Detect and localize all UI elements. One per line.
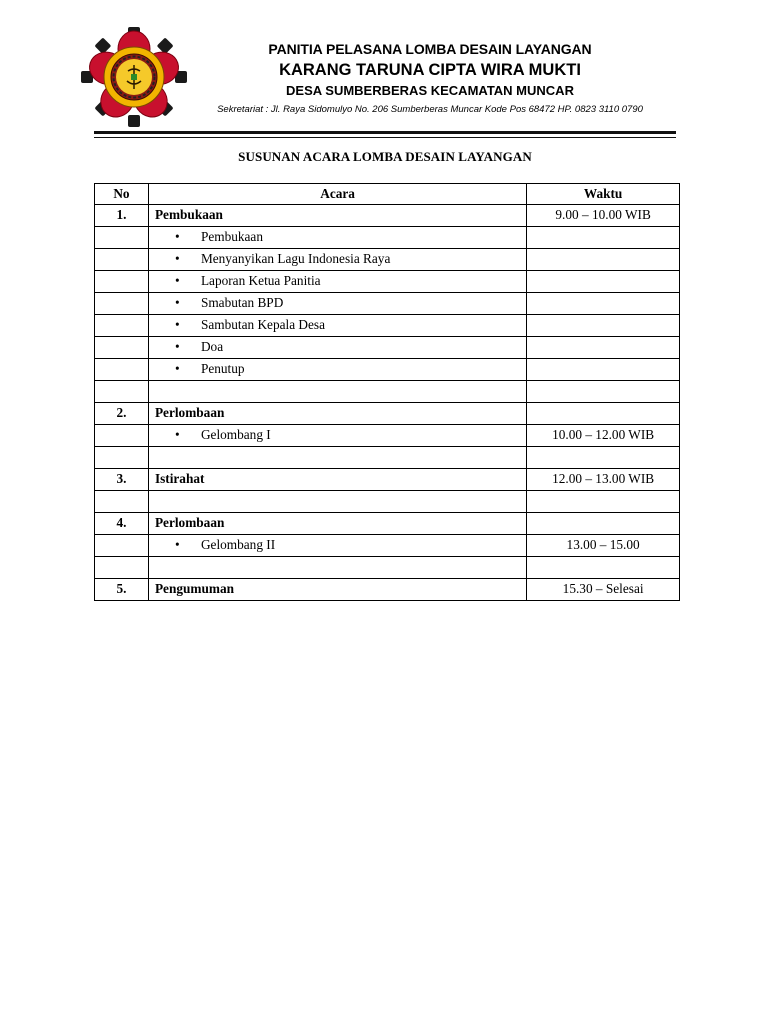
letterhead-divider-thin [94, 137, 676, 138]
agenda-item-label: Laporan Ketua Panitia [200, 273, 321, 288]
cell-acara: Pembukaan [148, 205, 526, 227]
cell-waktu [527, 447, 680, 469]
cell-acara: Pengumuman [148, 579, 526, 601]
cell-no [95, 491, 149, 513]
table-header-row [95, 184, 680, 205]
cell-no [95, 293, 149, 315]
bullet-icon: • [174, 229, 180, 244]
table-row [95, 271, 680, 293]
cell-waktu [527, 513, 680, 535]
cell-no: 4. [95, 513, 149, 535]
bullet-icon: • [174, 295, 180, 310]
table-row [95, 469, 680, 491]
cell-no [95, 535, 149, 557]
cell-waktu [527, 491, 680, 513]
bullet-icon: • [174, 537, 180, 552]
agenda-item-label: Pembukaan [200, 229, 263, 244]
cell-waktu: 12.00 – 13.00 WIB [527, 469, 680, 491]
header-no: No [95, 184, 149, 205]
cell-waktu [527, 249, 680, 271]
cell-waktu [527, 293, 680, 315]
cell-waktu [527, 227, 680, 249]
table-row [95, 359, 680, 381]
letterhead-divider-thick [94, 131, 676, 134]
cell-waktu [527, 315, 680, 337]
cell-acara: Perlombaan [148, 403, 526, 425]
cell-acara [148, 381, 526, 403]
header-waktu: Waktu [527, 184, 680, 205]
schedule-table [94, 183, 680, 601]
cell-acara [148, 293, 526, 315]
village-district: DESA SUMBERBERAS KECAMATAN MUNCAR [286, 83, 574, 98]
letterhead [190, 40, 670, 117]
karang-taruna-logo-icon [80, 27, 188, 127]
table-row [95, 535, 680, 557]
table-row [95, 557, 680, 579]
committee-name: PANITIA PELASANA LOMBA DESAIN LAYANGAN [268, 41, 592, 57]
agenda-item-label: Doa [200, 339, 224, 354]
agenda-item-label: Smabutan BPD [200, 295, 284, 310]
cell-no: 2. [95, 403, 149, 425]
cell-no [95, 271, 149, 293]
agenda-item-label: Gelombang I [200, 427, 271, 442]
cell-acara [148, 425, 526, 447]
table-row [95, 315, 680, 337]
table-row [95, 579, 680, 601]
bullet-icon: • [174, 317, 180, 332]
bullet-icon: • [174, 273, 180, 288]
table-row [95, 337, 680, 359]
cell-waktu: 13.00 – 15.00 [527, 535, 680, 557]
cell-waktu: 9.00 – 10.00 WIB [527, 205, 680, 227]
cell-no [95, 557, 149, 579]
organization-name: KARANG TARUNA CIPTA WIRA MUKTI [279, 61, 581, 79]
cell-no [95, 249, 149, 271]
cell-no: 5. [95, 579, 149, 601]
cell-acara [148, 491, 526, 513]
cell-waktu: 10.00 – 12.00 WIB [527, 425, 680, 447]
table-row [95, 425, 680, 447]
table-row [95, 205, 680, 227]
cell-acara [148, 557, 526, 579]
table-row [95, 227, 680, 249]
cell-no [95, 425, 149, 447]
cell-acara [148, 271, 526, 293]
cell-no [95, 447, 149, 469]
table-row [95, 447, 680, 469]
cell-no: 1. [95, 205, 149, 227]
table-row [95, 293, 680, 315]
cell-acara [148, 249, 526, 271]
cell-waktu: 15.30 – Selesai [527, 579, 680, 601]
agenda-item-label: Penutup [200, 361, 245, 376]
cell-acara [148, 359, 526, 381]
header-acara: Acara [148, 184, 526, 205]
cell-no [95, 359, 149, 381]
document-title: SUSUNAN ACARA LOMBA DESAIN LAYANGAN [238, 149, 532, 164]
cell-waktu [527, 557, 680, 579]
agenda-item-label: Gelombang II [200, 537, 276, 552]
cell-no [95, 315, 149, 337]
table-row [95, 381, 680, 403]
cell-acara: Istirahat [148, 469, 526, 491]
cell-acara [148, 227, 526, 249]
cell-no [95, 337, 149, 359]
bullet-icon: • [174, 427, 180, 442]
secretariat-address: Sekretariat : Jl. Raya Sidomulyo No. 206 Sumberberas Muncar Kode Pos 68472 HP. 0823 3110 0790 [217, 104, 643, 115]
cell-acara [148, 337, 526, 359]
cell-acara [148, 535, 526, 557]
bullet-icon: • [174, 361, 180, 376]
table-row [95, 513, 680, 535]
agenda-item-label: Menyanyikan Lagu Indonesia Raya [200, 251, 391, 266]
cell-waktu [527, 381, 680, 403]
cell-waktu [527, 359, 680, 381]
cell-no [95, 381, 149, 403]
cell-waktu [527, 403, 680, 425]
cell-acara [148, 447, 526, 469]
table-row [95, 491, 680, 513]
cell-acara: Perlombaan [148, 513, 526, 535]
cell-no: 3. [95, 469, 149, 491]
bullet-icon: • [174, 251, 180, 266]
cell-no [95, 227, 149, 249]
table-row [95, 403, 680, 425]
bullet-icon: • [174, 339, 180, 354]
cell-acara [148, 315, 526, 337]
agenda-item-label: Sambutan Kepala Desa [200, 317, 325, 332]
cell-waktu [527, 337, 680, 359]
table-row [95, 249, 680, 271]
cell-waktu [527, 271, 680, 293]
